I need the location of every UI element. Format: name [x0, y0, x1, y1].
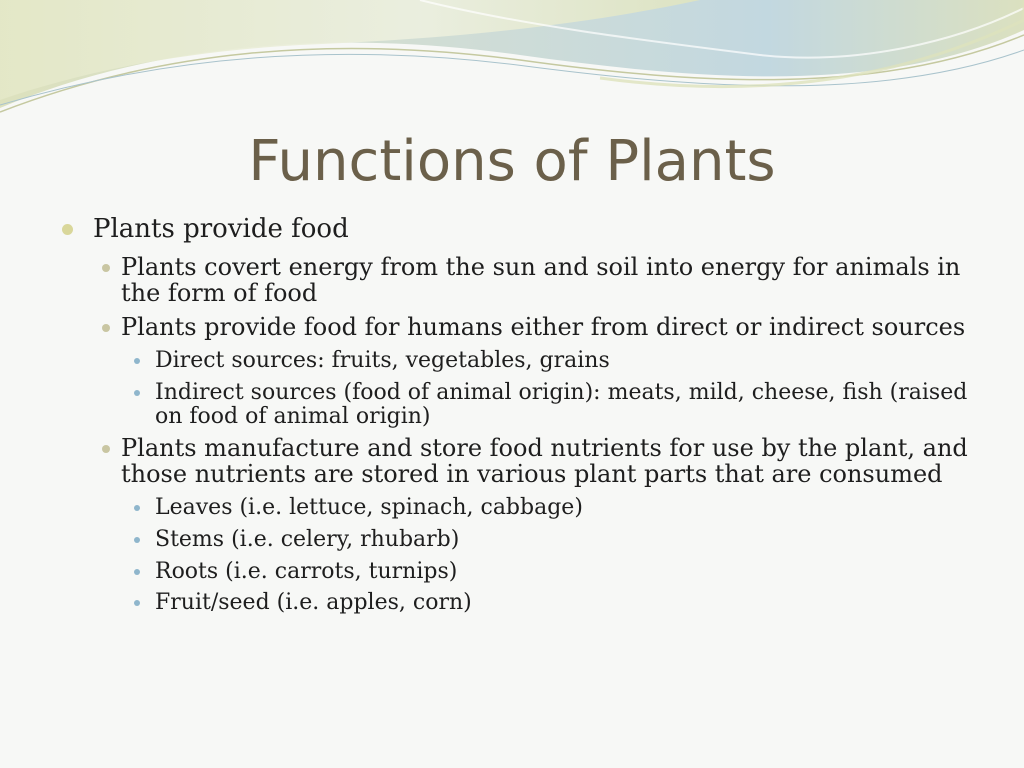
- list-item-text: Plants covert energy from the sun and soil into energy for animals in the form of food: [121, 253, 961, 308]
- list-item: [123, 496, 980, 520]
- bullet-dot-icon: [102, 445, 110, 453]
- bullet-dot-icon: [134, 505, 140, 511]
- list-item-text: Roots (i.e. carrots, turnips): [155, 558, 458, 584]
- list-item-text: Indirect sources (food of animal origin): meats, mild, cheese, fish (raised on food of animal origin): [155, 379, 968, 429]
- list-item-text: Leaves (i.e. lettuce, spinach, cabbage): [155, 495, 583, 521]
- list-item: [93, 255, 980, 307]
- bullet-dot-icon: [134, 569, 140, 575]
- list-item: [93, 436, 980, 615]
- sub-sub-list: [123, 349, 980, 428]
- list-item: [123, 381, 980, 429]
- list-item: [123, 591, 980, 615]
- list-item-text: Stems (i.e. celery, rhubarb): [155, 526, 460, 552]
- bullet-main: [60, 216, 980, 615]
- list-item: [93, 315, 980, 428]
- list-item: [123, 560, 980, 584]
- sub-list: [93, 255, 980, 615]
- bullet-dot-icon: [134, 358, 140, 364]
- bullet-dot-icon: [134, 390, 140, 396]
- list-item: [123, 349, 980, 373]
- slide-body: [60, 216, 980, 623]
- list-item-text: Plants manufacture and store food nutrients for use by the plant, and those nutrients are stored in various plant parts that are consumed: [121, 434, 968, 489]
- bullet-list: [60, 216, 980, 615]
- bullet-dot-icon: [62, 224, 73, 235]
- list-item-text: Plants provide food for humans either from direct or indirect sources: [121, 313, 966, 342]
- list-item-text: Fruit/seed (i.e. apples, corn): [155, 590, 472, 616]
- bullet-dot-icon: [134, 537, 140, 543]
- list-item-text: Direct sources: fruits, vegetables, grains: [155, 348, 610, 374]
- sub-sub-list: [123, 496, 980, 615]
- bullet-dot-icon: [134, 600, 140, 606]
- bullet-dot-icon: [102, 264, 110, 272]
- slide-title: Functions of Plants: [248, 129, 776, 194]
- bullet-dot-icon: [102, 324, 110, 332]
- decorative-wave-header: [0, 0, 1024, 130]
- list-item: [123, 528, 980, 552]
- bullet-main-text: Plants provide food: [93, 214, 349, 244]
